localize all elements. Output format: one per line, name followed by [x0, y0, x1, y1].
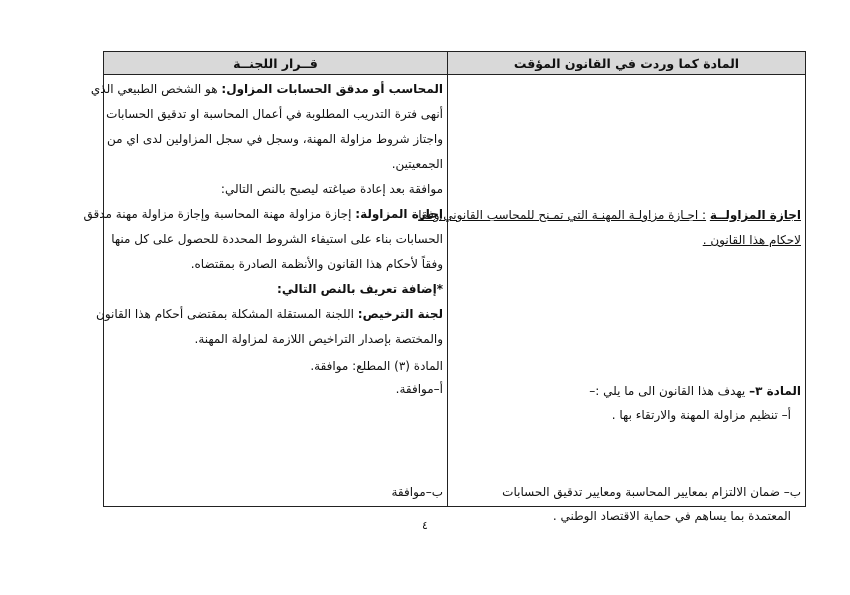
page-number: ٤	[422, 519, 428, 532]
committee-add-definition: *إضافة تعريف بالنص التالي:	[277, 282, 443, 296]
committee-art3-item-b: ب–موافقة	[391, 485, 443, 499]
committee-agree-reword: موافقة بعد إعادة صياغته ليصبح بالنص التالي:	[220, 182, 443, 196]
committee-def-accountant-line-2: أنهى فترة التدريب المطلوبة في أعمال المحاسبة او تدقيق الحسابات	[106, 107, 443, 121]
committee-def-licensing-committee-line-2: والمختصة بإصدار التراخيص اللازمة لمزاولة المهنة.	[194, 332, 443, 346]
law-art3-item-a: أ– تنظيم مزاولة المهنة والارتقاء بها .	[611, 408, 791, 422]
committee-art3-item-a: أ–موافقة.	[395, 382, 443, 396]
committee-def-license-line-2: الحسابات بناء على استيفاء الشروط المحددة للحصول على كل منها	[111, 232, 443, 246]
law-art3-item-b-line-1: ب– ضمان الالتزام بمعايير المحاسبة ومعايير تدقيق الحسابات	[502, 485, 801, 499]
committee-cell	[83, 75, 448, 507]
table-body-row	[104, 75, 806, 507]
law-art3-intro: المادة ٣– يهدف هذا القانون الى ما يلي :–	[589, 384, 801, 398]
committee-def-license-line-1: إجازة المزاولة: إجازة مزاولة مهنة المحاسبة وإجازة مزاولة مهنة مدقق	[83, 207, 443, 221]
committee-def-licensing-committee-line-1: لجنة الترخيص: اللجنة المستقلة المشكلة بمقتضى أحكام هذا القانون	[96, 307, 443, 321]
law-art3-item-b-line-2: المعتمدة بما يساهم في حماية الاقتصاد الوطني .	[552, 509, 791, 523]
header-law-column: المادة كما وردت في القانون المؤقت	[448, 52, 806, 75]
table-header-row	[104, 52, 806, 75]
committee-def-accountant-line-1: المحاسب أو مدقق الحسابات المزاول: هو الشخص الطبيعي الذي	[90, 82, 443, 96]
law-license-line-1: اجازة المزاولــة : اجـازة مزاولـة المهنـة التي تمـنح للمحاسب القانوني وفقا	[418, 208, 801, 222]
committee-def-accountant-line-3: واجتاز شروط مزاولة المهنة، وسجل في سجل المزاولين لدى اي من	[106, 132, 443, 146]
committee-art3-decision: المادة (٣) المطلع: موافقة.	[310, 359, 443, 373]
committee-def-accountant-line-4: الجمعيتين.	[391, 157, 443, 171]
law-license-line-2: لاحكام هذا القانون .	[702, 233, 801, 247]
header-committee-column: قــرار اللجنــة	[104, 52, 448, 75]
comparison-table	[83, 51, 806, 523]
committee-def-license-line-3: وفقاً لأحكام هذا القانون والأنظمة الصادرة بمقتضاه.	[190, 257, 443, 271]
